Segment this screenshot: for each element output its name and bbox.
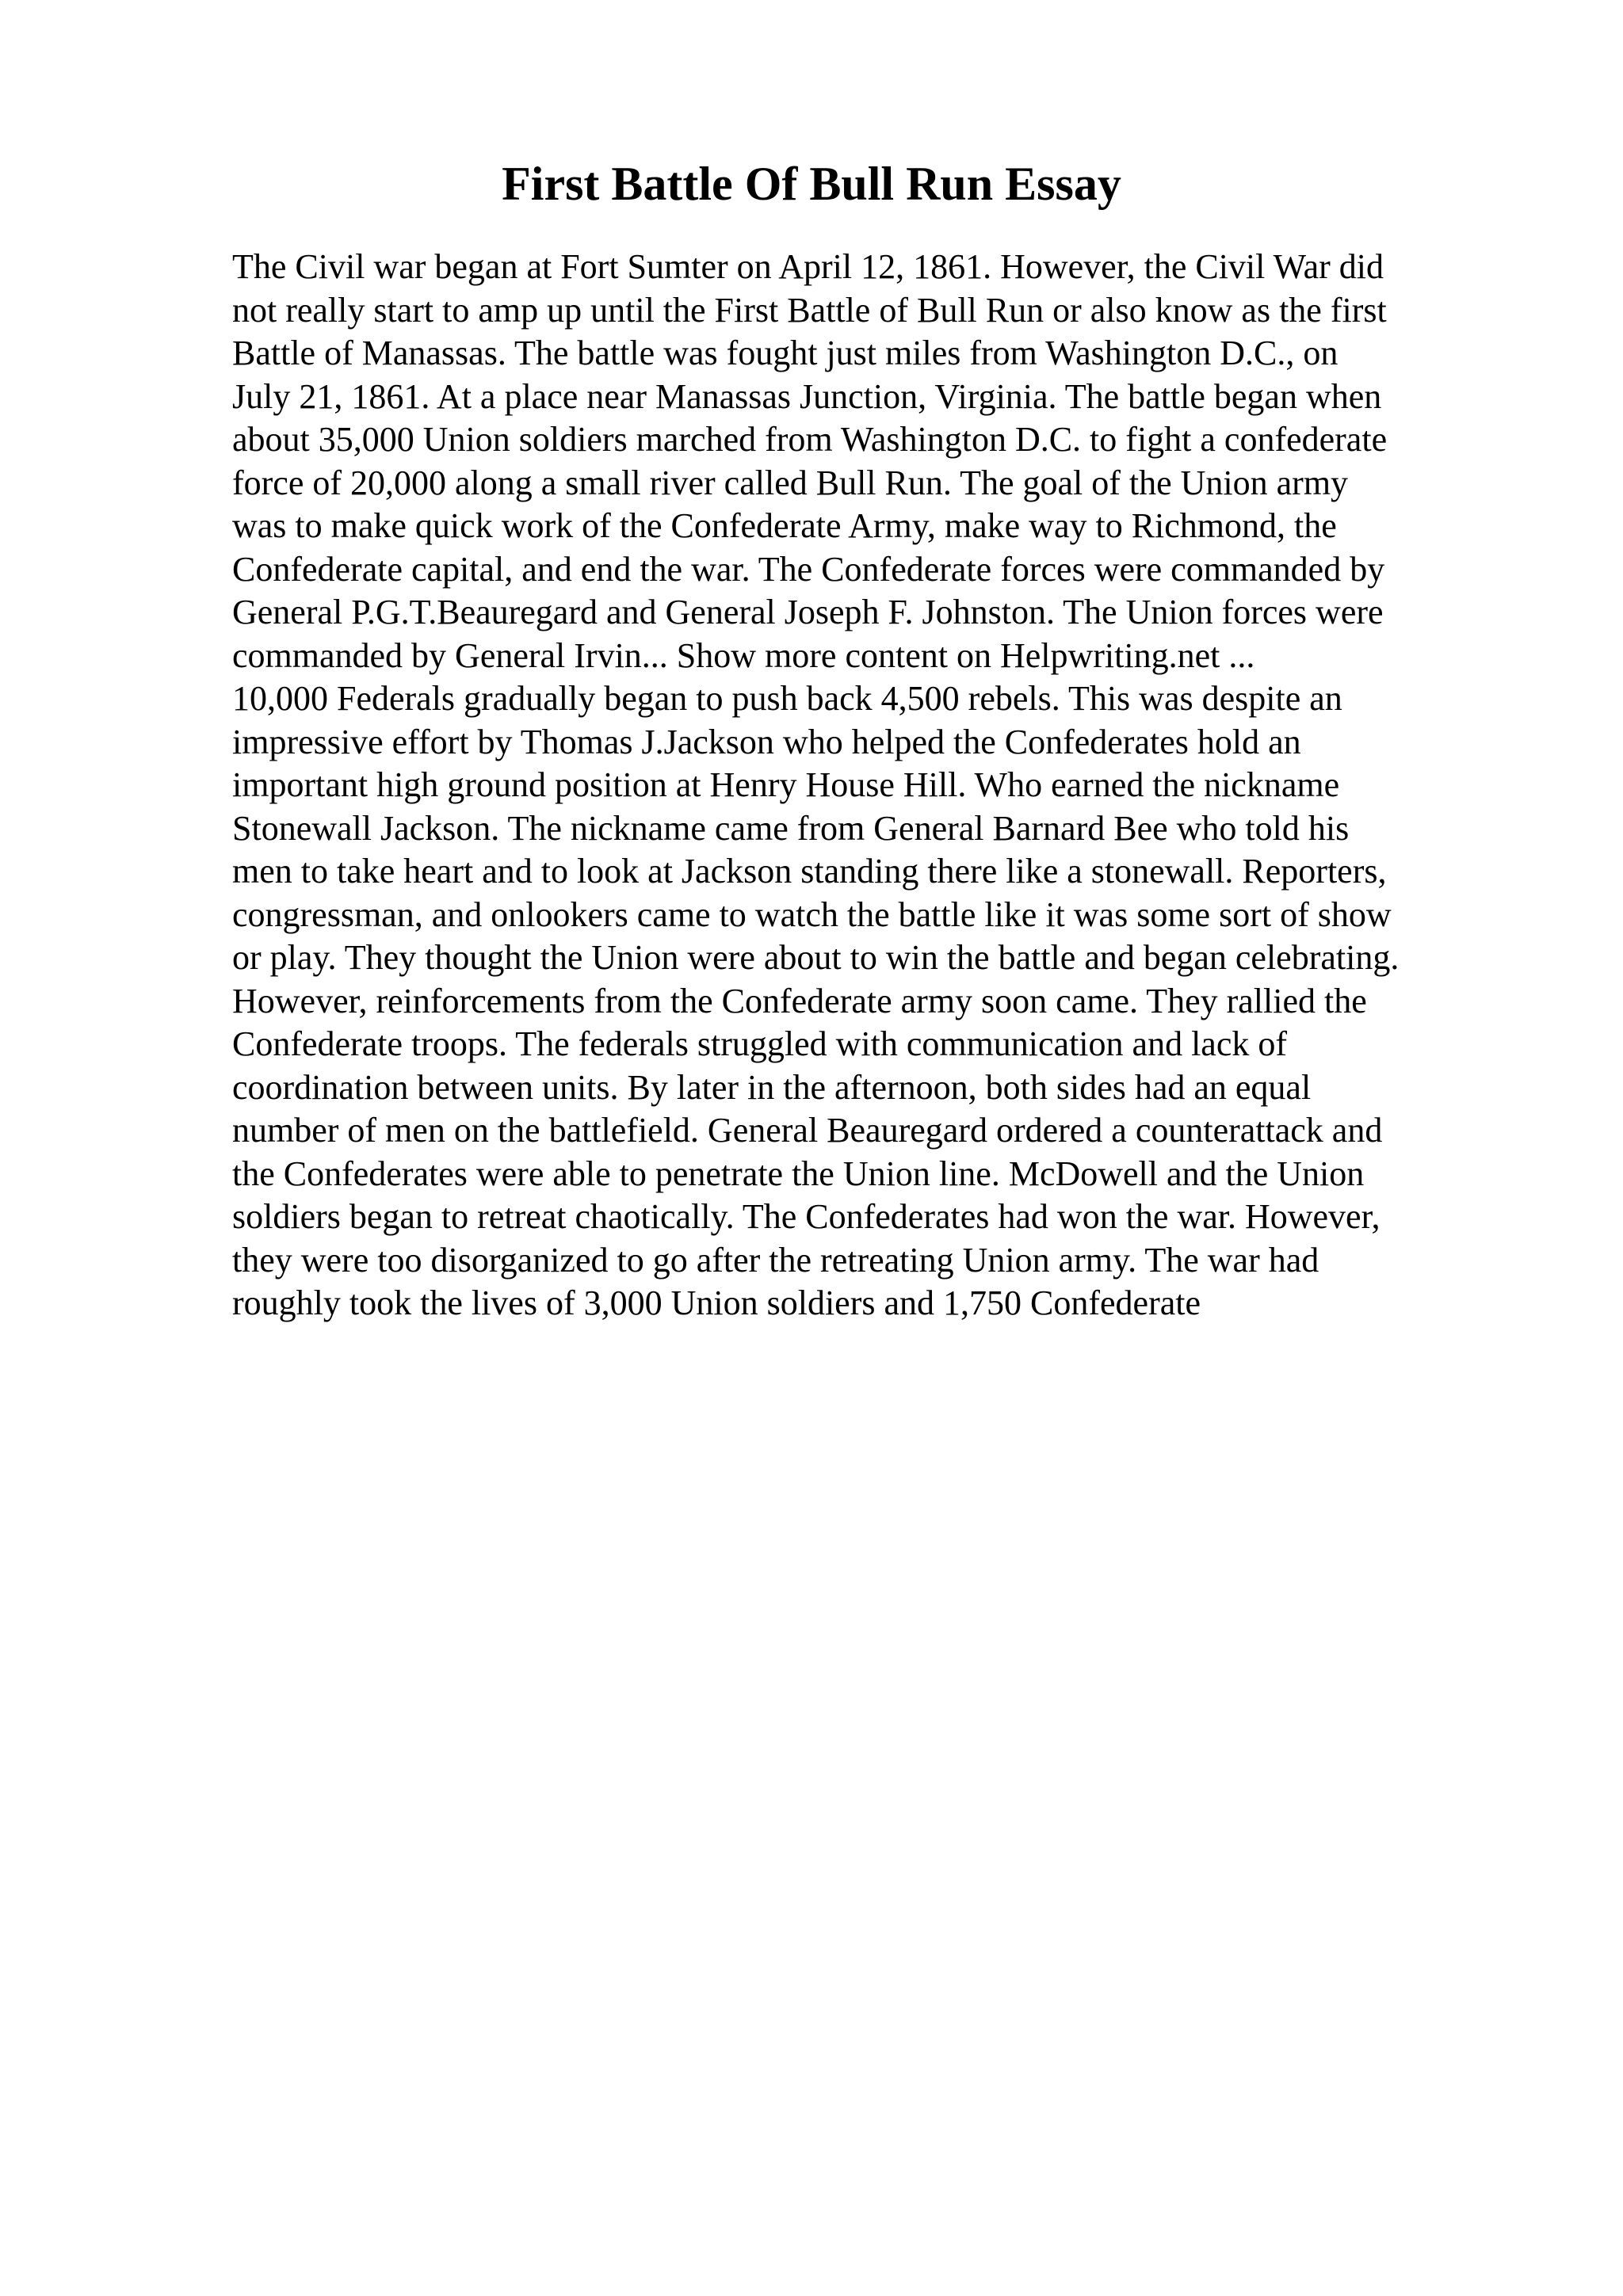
text-line: roughly took the lives of 3,000 Union soldiers and 1,750 Confederate bbox=[232, 1283, 1201, 1322]
text-line: soldiers began to retreat chaotically. The Confederates had won the war. However, bbox=[232, 1197, 1381, 1236]
text-line: force of 20,000 along a small river called Bull Run. The goal of the Union army bbox=[232, 463, 1349, 502]
text-line: However, reinforcements from the Confederate army soon came. They rallied the bbox=[232, 981, 1367, 1020]
text-line: congressman, and onlookers came to watch the battle like it was some sort of show bbox=[232, 894, 1392, 934]
essay-body bbox=[232, 246, 1595, 1325]
text-line: July 21, 1861. At a place near Manassas Junction, Virginia. The battle began when bbox=[232, 376, 1382, 416]
text-line: not really start to amp up until the First Battle of Bull Run or also know as the first bbox=[232, 290, 1387, 330]
text-line: 10,000 Federals gradually began to push back 4,500 rebels. This was despite an bbox=[232, 679, 1342, 718]
text-line: they were too disorganized to go after the retreating Union army. The war had bbox=[232, 1240, 1319, 1280]
text-line-with-link: commanded by General Irvin... Show more content on Helpwriting.net ... bbox=[232, 635, 1255, 675]
text-line: was to make quick work of the Confederate Army, make way to Richmond, the bbox=[232, 506, 1337, 545]
text-line: Confederate troops. The federals struggled with communication and lack of bbox=[232, 1024, 1287, 1063]
text-line: about 35,000 Union soldiers marched from Washington D.C. to fight a confederate bbox=[232, 420, 1388, 459]
text-line: impressive effort by Thomas J.Jackson who helped the Confederates hold an bbox=[232, 722, 1301, 761]
text-line: coordination between units. By later in the afternoon, both sides had an equal bbox=[232, 1067, 1312, 1107]
text-line: Confederate capital, and end the war. The Confederate forces were commanded by bbox=[232, 549, 1385, 589]
text-line: Battle of Manassas. The battle was fought just miles from Washington D.C., on bbox=[232, 334, 1338, 372]
text-line: men to take heart and to look at Jackson standing there like a stonewall. Reporters, bbox=[232, 852, 1387, 891]
text-line: or play. They thought the Union were about to win the battle and began celebrating. bbox=[232, 938, 1400, 977]
text-line: Stonewall Jackson. The nickname came from General Barnard Bee who told his bbox=[232, 808, 1350, 848]
text-line: General P.G.T.Beauregard and General Joseph F. Johnston. The Union forces were bbox=[232, 593, 1384, 631]
text-line: important high ground position at Henry House Hill. Who earned the nickname bbox=[232, 765, 1340, 804]
text-line: the Confederates were able to penetrate the Union line. McDowell and the Union bbox=[232, 1154, 1365, 1193]
document-title: First Battle Of Bull Run Essay bbox=[502, 158, 1121, 210]
text-line: The Civil war began at Fort Sumter on April 12, 1861. However, the Civil War did bbox=[232, 247, 1384, 286]
text-line: number of men on the battlefield. General Beauregard ordered a counterattack and bbox=[232, 1111, 1383, 1150]
